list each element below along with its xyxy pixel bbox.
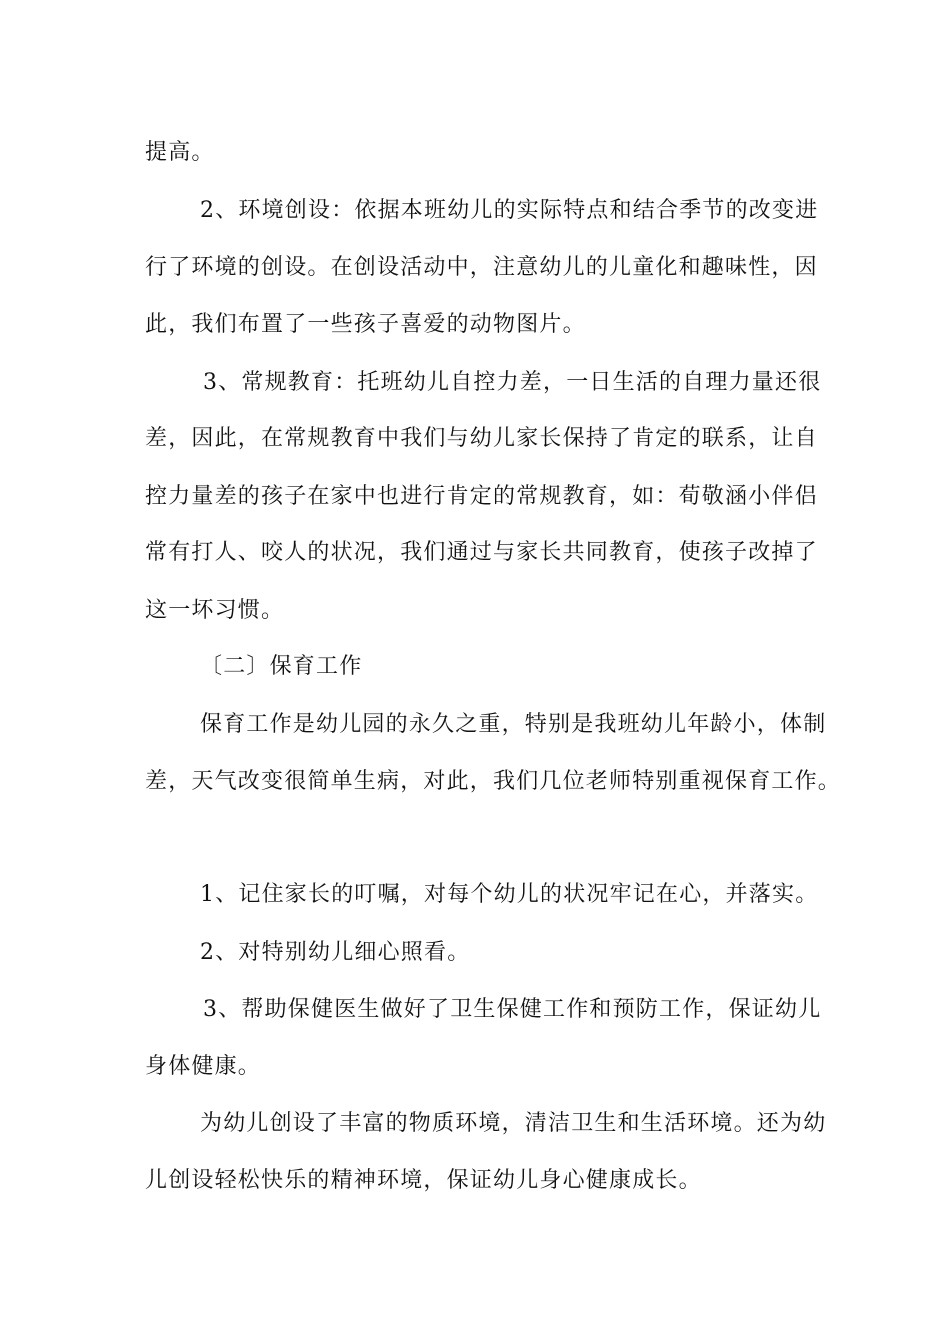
text-line: 常有打人、咬人的状况，我们通过与家长共同教育，使孩子改掉了 <box>145 540 818 565</box>
text-line: 1、记住家长的叮嘱，对每个幼儿的状况牢记在心，并落实。 <box>200 882 819 907</box>
text-line: 儿创设轻松快乐的精神环境，保证幼儿身心健康成长。 <box>145 1168 702 1193</box>
section-heading: 〔二〕保育工作 <box>200 654 363 679</box>
text-line: 这一坏习惯。 <box>145 598 285 623</box>
text-line: 2、对特别幼儿细心照看。 <box>200 940 471 965</box>
text-line: 3、帮助保健医生做好了卫生保健工作和预防工作，保证幼儿 <box>203 997 822 1022</box>
text-line: 为幼儿创设了丰富的物质环境，清洁卫生和生活环境。还为幼 <box>200 1111 827 1136</box>
text-line: 3、常规教育：托班幼儿自控力差，一日生活的自理力量还很 <box>203 370 822 395</box>
text-line: 行了环境的创设。在创设活动中，注意幼儿的儿童化和趣味性，因 <box>145 255 818 280</box>
text-line: 控力量差的孩子在家中也进行肯定的常规教育，如：荀敬涵小伴侣 <box>145 484 818 509</box>
text-line: 2、环境创设：依据本班幼儿的实际特点和结合季节的改变进 <box>200 198 819 223</box>
text-line: 保育工作是幼儿园的永久之重，特别是我班幼儿年龄小，体制 <box>200 712 827 737</box>
text-line: 差，天气改变很简单生病，对此，我们几位老师特别重视保育工作。 <box>145 769 842 794</box>
text-line: 差，因此，在常规教育中我们与幼儿家长保持了肯定的联系，让自 <box>145 426 818 451</box>
text-line: 提高。 <box>145 140 215 165</box>
text-line: 此，我们布置了一些孩子喜爱的动物图片。 <box>145 312 586 337</box>
text-line: 身体健康。 <box>145 1054 262 1079</box>
